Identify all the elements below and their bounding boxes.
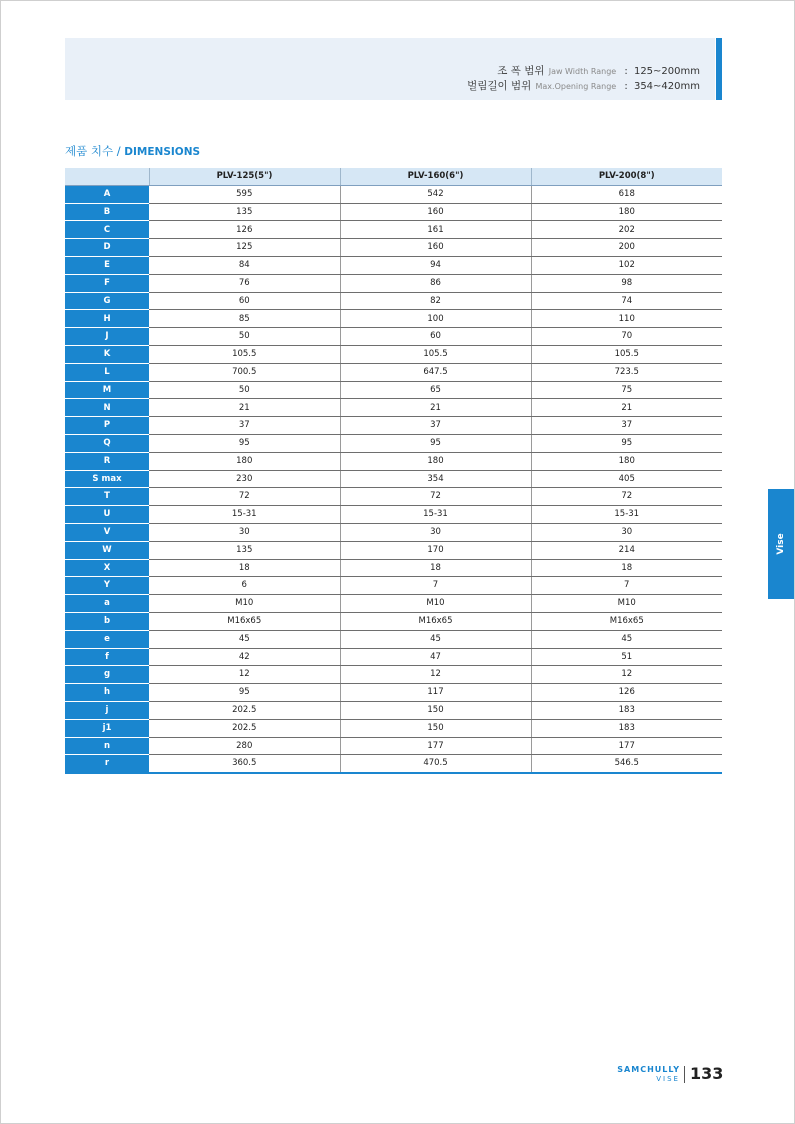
- row-label: P: [65, 417, 149, 435]
- row-label: a: [65, 595, 149, 613]
- row-label: J: [65, 328, 149, 346]
- table-row: [65, 559, 722, 577]
- table-cell: 98: [531, 274, 722, 292]
- table-cell: 161: [340, 221, 531, 239]
- table-cell: 76: [149, 274, 340, 292]
- table-cell: 110: [531, 310, 722, 328]
- table-cell: 47: [340, 648, 531, 666]
- row-label: e: [65, 630, 149, 648]
- table-cell: 15-31: [149, 506, 340, 524]
- row-label: f: [65, 648, 149, 666]
- table-cell: M10: [531, 595, 722, 613]
- table-cell: 105.5: [340, 345, 531, 363]
- table-cell: 6: [149, 577, 340, 595]
- table-cell: 95: [340, 434, 531, 452]
- row-label: A: [65, 185, 149, 203]
- max-opening-range: [467, 78, 700, 93]
- table-row: [65, 363, 722, 381]
- table-cell: 18: [531, 559, 722, 577]
- table-cell: 280: [149, 737, 340, 755]
- table-cell: 180: [340, 452, 531, 470]
- table-cell: 177: [340, 737, 531, 755]
- table-cell: 7: [340, 577, 531, 595]
- table-cell: 82: [340, 292, 531, 310]
- table-row: [65, 381, 722, 399]
- table-cell: 126: [531, 684, 722, 702]
- table-cell: 37: [531, 417, 722, 435]
- row-label: g: [65, 666, 149, 684]
- table-cell: 95: [149, 434, 340, 452]
- jaw-width-value: 125~200mm: [633, 66, 700, 77]
- table-cell: 542: [340, 185, 531, 203]
- table-cell: 15-31: [531, 506, 722, 524]
- page-number: 133: [690, 1064, 724, 1083]
- row-label: Y: [65, 577, 149, 595]
- table-row: [65, 399, 722, 417]
- jaw-width-range: [497, 63, 700, 78]
- table-cell: 160: [340, 203, 531, 221]
- table-cell: 95: [531, 434, 722, 452]
- jaw-width-separator: :: [624, 66, 628, 77]
- table-cell: 202.5: [149, 701, 340, 719]
- table-row: [65, 328, 722, 346]
- table-cell: 84: [149, 256, 340, 274]
- row-label: S max: [65, 470, 149, 488]
- table-cell: 100: [340, 310, 531, 328]
- row-label: D: [65, 239, 149, 257]
- table-cell: 180: [531, 203, 722, 221]
- table-cell: 75: [531, 381, 722, 399]
- row-label: C: [65, 221, 149, 239]
- max-opening-label-ko: 벌림길이 범위: [467, 80, 532, 92]
- jaw-width-label-ko: 조 폭 범위: [497, 65, 545, 77]
- table-row: [65, 595, 722, 613]
- header-accent-bar: [716, 38, 722, 100]
- table-cell: 200: [531, 239, 722, 257]
- table-cell: 30: [531, 523, 722, 541]
- table-cell: 202: [531, 221, 722, 239]
- table-cell: 183: [531, 701, 722, 719]
- side-tab-vise[interactable]: [768, 489, 794, 599]
- table-cell: 126: [149, 221, 340, 239]
- table-cell: 177: [531, 737, 722, 755]
- table-cell: 105.5: [149, 345, 340, 363]
- table-row: [65, 666, 722, 684]
- table-cell: 18: [340, 559, 531, 577]
- table-header-row: [65, 168, 722, 185]
- table-cell: 180: [149, 452, 340, 470]
- brand-logo: [602, 1065, 680, 1085]
- table-row: [65, 648, 722, 666]
- table-cell: 37: [149, 417, 340, 435]
- jaw-width-label-en: Jaw Width Range: [548, 67, 617, 76]
- row-label: N: [65, 399, 149, 417]
- table-cell: 42: [149, 648, 340, 666]
- table-row: [65, 488, 722, 506]
- table-row: [65, 345, 722, 363]
- row-label: H: [65, 310, 149, 328]
- table-cell: 360.5: [149, 755, 340, 773]
- table-cell: 65: [340, 381, 531, 399]
- table-row: [65, 221, 722, 239]
- row-label: T: [65, 488, 149, 506]
- row-label: r: [65, 755, 149, 773]
- row-label: j: [65, 701, 149, 719]
- table-cell: 170: [340, 541, 531, 559]
- table-cell: 160: [340, 239, 531, 257]
- max-opening-label-en: Max.Opening Range: [535, 82, 617, 91]
- table-row: [65, 417, 722, 435]
- row-label: h: [65, 684, 149, 702]
- table-cell: 595: [149, 185, 340, 203]
- table-cell: 95: [149, 684, 340, 702]
- table-cell: 45: [531, 630, 722, 648]
- table-row: [65, 292, 722, 310]
- column-header: PLV-125(5"): [149, 168, 340, 185]
- table-cell: 12: [340, 666, 531, 684]
- table-row: [65, 719, 722, 737]
- row-label: j1: [65, 719, 149, 737]
- table-cell: 21: [149, 399, 340, 417]
- max-opening-separator: :: [624, 81, 628, 92]
- table-row: [65, 630, 722, 648]
- table-cell: 72: [340, 488, 531, 506]
- table-cell: 202.5: [149, 719, 340, 737]
- max-opening-value: 354~420mm: [633, 81, 700, 92]
- table-row: [65, 256, 722, 274]
- column-header: PLV-200(8"): [531, 168, 722, 185]
- table-cell: 405: [531, 470, 722, 488]
- table-row: [65, 239, 722, 257]
- table-cell: 117: [340, 684, 531, 702]
- table-cell: 21: [340, 399, 531, 417]
- table-cell: 72: [531, 488, 722, 506]
- table-cell: 618: [531, 185, 722, 203]
- brand-logo-top: SAMCHULLY: [617, 1065, 680, 1074]
- table-cell: 60: [340, 328, 531, 346]
- row-label: K: [65, 345, 149, 363]
- row-label: R: [65, 452, 149, 470]
- table-cell: 180: [531, 452, 722, 470]
- table-cell: 647.5: [340, 363, 531, 381]
- table-row: [65, 506, 722, 524]
- table-row: [65, 612, 722, 630]
- table-cell: 45: [149, 630, 340, 648]
- table-cell: 135: [149, 541, 340, 559]
- dimensions-table: [65, 168, 722, 774]
- table-cell: 150: [340, 719, 531, 737]
- table-cell: 546.5: [531, 755, 722, 773]
- table-cell: 50: [149, 328, 340, 346]
- table-cell: 72: [149, 488, 340, 506]
- table-cell: M10: [149, 595, 340, 613]
- table-row: [65, 274, 722, 292]
- table-cell: 470.5: [340, 755, 531, 773]
- table-row: [65, 684, 722, 702]
- table-row: [65, 541, 722, 559]
- table-cell: 102: [531, 256, 722, 274]
- table-cell: 85: [149, 310, 340, 328]
- section-title-ko: 제품 치수 /: [65, 144, 125, 158]
- table-cell: 230: [149, 470, 340, 488]
- table-cell: 86: [340, 274, 531, 292]
- table-row: [65, 470, 722, 488]
- row-label: U: [65, 506, 149, 524]
- row-label: b: [65, 612, 149, 630]
- table-cell: 30: [340, 523, 531, 541]
- table-cell: M10: [340, 595, 531, 613]
- side-tab-label: Vise: [776, 533, 786, 555]
- row-label: L: [65, 363, 149, 381]
- table-header-corner: [65, 168, 149, 185]
- row-label: X: [65, 559, 149, 577]
- table-cell: 74: [531, 292, 722, 310]
- table-cell: 51: [531, 648, 722, 666]
- table-cell: 50: [149, 381, 340, 399]
- row-label: n: [65, 737, 149, 755]
- table-cell: 12: [531, 666, 722, 684]
- table-body: [65, 185, 722, 773]
- table-cell: 150: [340, 701, 531, 719]
- table-cell: 30: [149, 523, 340, 541]
- table-cell: M16x65: [531, 612, 722, 630]
- table-cell: 723.5: [531, 363, 722, 381]
- row-label: B: [65, 203, 149, 221]
- table-cell: 60: [149, 292, 340, 310]
- table-row: [65, 310, 722, 328]
- table-row: [65, 452, 722, 470]
- row-label: V: [65, 523, 149, 541]
- table-row: [65, 523, 722, 541]
- brand-logo-bottom: VISE: [656, 1075, 680, 1083]
- table-cell: 105.5: [531, 345, 722, 363]
- section-title-en: DIMENSIONS: [124, 146, 201, 158]
- table-cell: 183: [531, 719, 722, 737]
- table-cell: 7: [531, 577, 722, 595]
- footer-divider: [684, 1066, 685, 1083]
- row-label: W: [65, 541, 149, 559]
- table-cell: 18: [149, 559, 340, 577]
- row-label: F: [65, 274, 149, 292]
- table-cell: 214: [531, 541, 722, 559]
- table-row: [65, 185, 722, 203]
- table-cell: 94: [340, 256, 531, 274]
- table-cell: 15-31: [340, 506, 531, 524]
- row-label: E: [65, 256, 149, 274]
- row-label: M: [65, 381, 149, 399]
- table-cell: 37: [340, 417, 531, 435]
- table-cell: 700.5: [149, 363, 340, 381]
- table-row: [65, 203, 722, 221]
- table-cell: 135: [149, 203, 340, 221]
- table-cell: 354: [340, 470, 531, 488]
- table-cell: 45: [340, 630, 531, 648]
- table-cell: 21: [531, 399, 722, 417]
- table-cell: M16x65: [340, 612, 531, 630]
- table-cell: 125: [149, 239, 340, 257]
- table-cell: 12: [149, 666, 340, 684]
- table-row: [65, 737, 722, 755]
- section-title: [65, 143, 200, 159]
- column-header: PLV-160(6"): [340, 168, 531, 185]
- table-row: [65, 755, 722, 773]
- table-row: [65, 434, 722, 452]
- table-row: [65, 701, 722, 719]
- table-row: [65, 577, 722, 595]
- row-label: Q: [65, 434, 149, 452]
- table-cell: M16x65: [149, 612, 340, 630]
- table-cell: 70: [531, 328, 722, 346]
- row-label: G: [65, 292, 149, 310]
